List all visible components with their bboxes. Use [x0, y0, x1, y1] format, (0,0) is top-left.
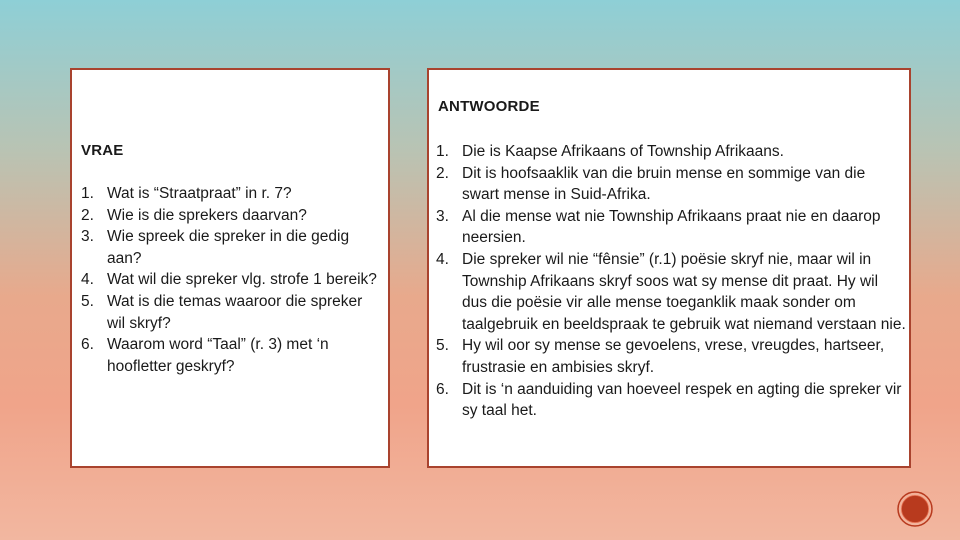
- circle-emblem-icon: [896, 490, 934, 528]
- list-number: 6.: [81, 336, 94, 354]
- list-number: 1.: [436, 143, 449, 160]
- list-number: 5.: [81, 292, 94, 310]
- list-item: [436, 379, 906, 422]
- questions-list: [81, 183, 381, 377]
- answer-text: Die is Kaapse Afrikaans of Township Afrikaans.: [462, 143, 784, 160]
- answers-panel: [427, 68, 911, 468]
- list-number: 2.: [436, 164, 449, 182]
- answer-text: Dit is hoofsaaklik van die bruin mense en sommige van die swart mense in Suid-Afrika.: [462, 164, 866, 204]
- answer-text: Hy wil oor sy mense se gevoelens, vrese, vreugdes, hartseer, frustrasie en ambisies skryf.: [462, 337, 885, 376]
- question-text: Wat is die temas waaroor die spreker wil skryf?: [107, 292, 363, 332]
- list-number: 1.: [81, 185, 94, 202]
- list-number: 5.: [436, 337, 449, 355]
- answers-heading: ANTWOORDE: [438, 98, 540, 115]
- question-text: Wie spreek die spreker in die gedig aan?: [107, 228, 350, 267]
- list-number: 3.: [436, 207, 449, 225]
- list-item: [81, 334, 381, 377]
- list-item: [81, 269, 381, 291]
- list-item: [436, 163, 906, 206]
- answers-list: [436, 141, 906, 422]
- question-text: Wat is “Straatpraat” in r. 7?: [107, 185, 292, 202]
- list-number: 2.: [81, 206, 94, 224]
- question-text: Wie is die sprekers daarvan?: [107, 206, 307, 224]
- list-item: [81, 291, 381, 334]
- questions-heading: VRAE: [81, 142, 124, 159]
- list-number: 4.: [81, 271, 94, 289]
- list-number: 4.: [436, 250, 449, 268]
- list-item: [81, 226, 381, 269]
- question-text: Wat wil die spreker vlg. strofe 1 bereik?: [107, 271, 377, 289]
- list-number: 6.: [436, 380, 449, 398]
- answer-text: Die spreker wil nie “fênsie” (r.1) poësie skryf nie, maar wil in Township Afrikaans skryf soos wat sy mense dit praat. Hy wil dus die poësie vir alle mense toeganklik maak sonder om taalgebruik en beeldspraak te gebruik wat niemand verstaan nie.: [462, 250, 906, 333]
- question-text: Waarom word “Taal” (r. 3) met ‘n hoofletter geskryf?: [107, 336, 329, 375]
- list-item: [81, 183, 381, 205]
- list-item: [436, 335, 906, 378]
- answer-text: Al die mense wat nie Township Afrikaans praat nie en daarop neersien.: [462, 207, 881, 247]
- list-item: [436, 206, 906, 249]
- answer-text: Dit is ‘n aanduiding van hoeveel respek en agting die spreker vir sy taal het.: [462, 380, 902, 420]
- list-item: [436, 249, 906, 335]
- list-number: 3.: [81, 228, 94, 246]
- questions-panel: [70, 68, 390, 468]
- list-item: [436, 141, 906, 163]
- list-item: [81, 205, 381, 227]
